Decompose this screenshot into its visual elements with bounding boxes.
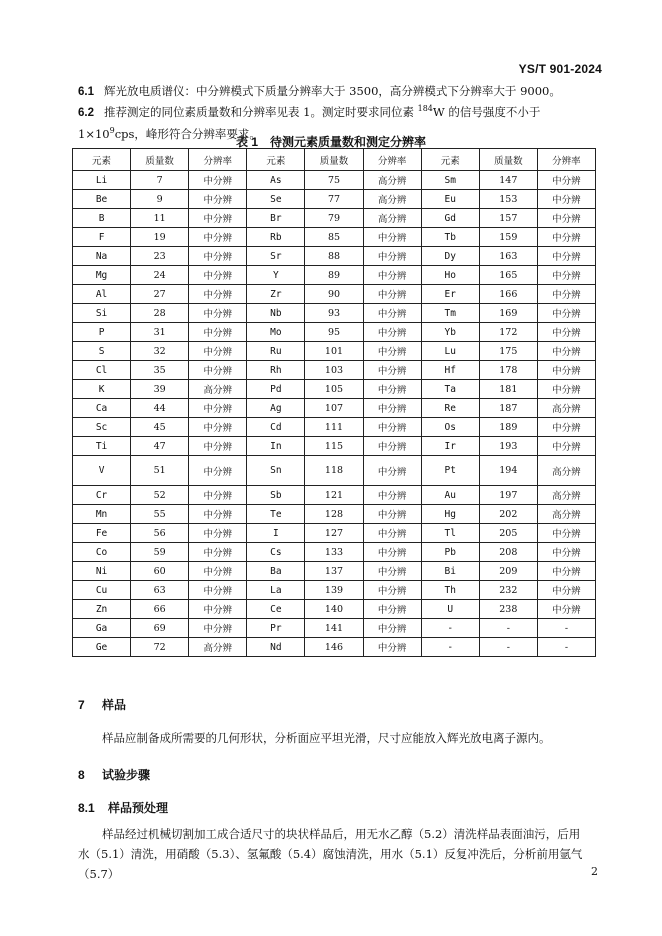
mass-cell: 181 [479, 380, 537, 399]
element-cell: Zr [247, 285, 305, 304]
element-cell: In [247, 437, 305, 456]
mass-cell: 209 [479, 562, 537, 581]
resolution-cell: 中分辨 [189, 456, 247, 486]
mass-cell: 166 [479, 285, 537, 304]
section-number: 7 [78, 698, 85, 712]
table-row [73, 437, 596, 456]
column-header: 分辨率 [363, 149, 421, 171]
mass-cell: 56 [131, 524, 189, 543]
element-cell: Pr [247, 619, 305, 638]
mass-cell: 27 [131, 285, 189, 304]
mass-cell: 232 [479, 581, 537, 600]
element-cell: Ni [73, 562, 131, 581]
element-cell: Sr [247, 247, 305, 266]
resolution-cell: 中分辨 [363, 418, 421, 437]
resolution-cell: 中分辨 [363, 399, 421, 418]
element-cell: Se [247, 190, 305, 209]
element-cell: Ru [247, 342, 305, 361]
element-cell: Hg [421, 505, 479, 524]
table-row [73, 600, 596, 619]
element-cell: Th [421, 581, 479, 600]
resolution-cell: 中分辨 [537, 342, 595, 361]
exponent: 9 [109, 125, 115, 135]
element-cell: Ga [73, 619, 131, 638]
element-cell: Ti [73, 437, 131, 456]
mass-cell: 133 [305, 543, 363, 562]
mass-cell: 79 [305, 209, 363, 228]
table-row [73, 619, 596, 638]
table-row [73, 247, 596, 266]
column-header: 质量数 [479, 149, 537, 171]
resolution-cell: 中分辨 [537, 285, 595, 304]
resolution-cell: 中分辨 [363, 505, 421, 524]
element-cell: - [421, 619, 479, 638]
mass-cell: 105 [305, 380, 363, 399]
resolution-cell: 中分辨 [537, 228, 595, 247]
mass-cell: 205 [479, 524, 537, 543]
mass-cell: 165 [479, 266, 537, 285]
mass-cell: 153 [479, 190, 537, 209]
resolution-cell: 中分辨 [537, 209, 595, 228]
table-body [73, 171, 596, 657]
resolution-cell: 中分辨 [537, 543, 595, 562]
resolution-cell: 高分辨 [537, 486, 595, 505]
mass-cell: 85 [305, 228, 363, 247]
column-header: 质量数 [131, 149, 189, 171]
clause-text: 辉光放电质谱仪：中分辨模式下质量分辨率大于 3500，高分辨模式下分辨率大于 9000。 [104, 84, 561, 98]
mass-cell: 178 [479, 361, 537, 380]
element-cell: Pt [421, 456, 479, 486]
resolution-cell: 中分辨 [537, 437, 595, 456]
element-cell: Cd [247, 418, 305, 437]
mass-cell: 159 [479, 228, 537, 247]
resolution-cell: 中分辨 [189, 619, 247, 638]
element-cell: Nb [247, 304, 305, 323]
column-header: 分辨率 [189, 149, 247, 171]
mass-cell: 39 [131, 380, 189, 399]
clause-text: cps，峰形符合分辨率要求。 [114, 126, 261, 141]
column-header: 元素 [73, 149, 131, 171]
mass-cell: 172 [479, 323, 537, 342]
mass-cell: 63 [131, 581, 189, 600]
table-row [73, 486, 596, 505]
table-row [73, 304, 596, 323]
element-cell: V [73, 456, 131, 486]
resolution-cell: 中分辨 [189, 190, 247, 209]
resolution-cell: 中分辨 [537, 600, 595, 619]
resolution-cell: 高分辨 [189, 380, 247, 399]
element-cell: Mn [73, 505, 131, 524]
mass-cell: 141 [305, 619, 363, 638]
resolution-cell: 中分辨 [363, 600, 421, 619]
mass-cell: 121 [305, 486, 363, 505]
table-row [73, 266, 596, 285]
resolution-cell: 高分辨 [363, 209, 421, 228]
element-cell: Eu [421, 190, 479, 209]
table-caption: 表 1 待测元素质量数和测定分辨率 [235, 135, 426, 149]
resolution-cell: - [537, 638, 595, 657]
resolution-cell: 中分辨 [363, 228, 421, 247]
mass-cell: 51 [131, 456, 189, 486]
section-title: 样品预处理 [108, 801, 169, 815]
element-cell: Sn [247, 456, 305, 486]
mass-cell: 147 [479, 171, 537, 190]
element-cell: P [73, 323, 131, 342]
element-cell: Bi [421, 562, 479, 581]
element-cell: Sm [421, 171, 479, 190]
clause-text: 推荐测定的同位素质量数和分辨率见表 1。测定时要求同位素 [104, 104, 418, 119]
resolution-cell: 高分辨 [537, 456, 595, 486]
table-row [73, 171, 596, 190]
resolution-cell: 高分辨 [537, 399, 595, 418]
resolution-cell: 中分辨 [189, 399, 247, 418]
resolution-cell: 中分辨 [189, 228, 247, 247]
mass-cell: 107 [305, 399, 363, 418]
mass-cell: 24 [131, 266, 189, 285]
mass-cell: 163 [479, 247, 537, 266]
element-cell: Ge [73, 638, 131, 657]
mass-cell: 197 [479, 486, 537, 505]
mass-cell: 72 [131, 638, 189, 657]
resolution-cell: 中分辨 [537, 171, 595, 190]
element-cell: Sb [247, 486, 305, 505]
resolution-cell: 中分辨 [363, 304, 421, 323]
mass-cell: 19 [131, 228, 189, 247]
clause-number: 6.2 [78, 106, 94, 119]
resolution-cell: 中分辨 [363, 285, 421, 304]
element-cell: As [247, 171, 305, 190]
mass-cell: 93 [305, 304, 363, 323]
mass-cell: 111 [305, 418, 363, 437]
table-row [73, 638, 596, 657]
mass-cell: 55 [131, 505, 189, 524]
element-cell: Mg [73, 266, 131, 285]
element-cell: F [73, 228, 131, 247]
section-title: 试验步骤 [102, 768, 151, 782]
element-cell: Nd [247, 638, 305, 657]
resolution-cell: 高分辨 [363, 190, 421, 209]
mass-cell: 90 [305, 285, 363, 304]
resolution-cell: 中分辨 [363, 619, 421, 638]
resolution-cell: 中分辨 [537, 266, 595, 285]
mass-cell: 95 [305, 323, 363, 342]
element-cell: Hf [421, 361, 479, 380]
element-cell: Ca [73, 399, 131, 418]
section-8-heading [78, 766, 150, 783]
element-cell: Ce [247, 600, 305, 619]
resolution-cell: 中分辨 [189, 524, 247, 543]
mass-cell: 194 [479, 456, 537, 486]
table-row [73, 543, 596, 562]
mass-cell: 66 [131, 600, 189, 619]
element-cell: Li [73, 171, 131, 190]
element-cell: Br [247, 209, 305, 228]
element-cell: Zn [73, 600, 131, 619]
resolution-cell: 高分辨 [537, 505, 595, 524]
element-cell: Ag [247, 399, 305, 418]
resolution-cell: 中分辨 [537, 304, 595, 323]
table-row [73, 342, 596, 361]
column-header: 质量数 [305, 149, 363, 171]
element-cell: Cl [73, 361, 131, 380]
resolution-cell: 中分辨 [189, 266, 247, 285]
mass-cell: 238 [479, 600, 537, 619]
element-cell: Ho [421, 266, 479, 285]
mass-cell: 52 [131, 486, 189, 505]
table-row [73, 505, 596, 524]
element-cell: Tl [421, 524, 479, 543]
clause-number: 6.1 [78, 86, 94, 98]
mass-cell: 75 [305, 171, 363, 190]
element-cell: Tb [421, 228, 479, 247]
element-cell: Ba [247, 562, 305, 581]
mass-cell: 69 [131, 619, 189, 638]
mass-cell: 139 [305, 581, 363, 600]
element-cell: Er [421, 285, 479, 304]
mass-cell: 169 [479, 304, 537, 323]
element-cell: Pb [421, 543, 479, 562]
table-row [73, 524, 596, 543]
element-cell: Ir [421, 437, 479, 456]
column-header: 元素 [247, 149, 305, 171]
element-cell: Au [421, 486, 479, 505]
resolution-cell: 中分辨 [537, 247, 595, 266]
section-8-1-heading [78, 799, 168, 816]
resolution-cell: 中分辨 [363, 543, 421, 562]
resolution-cell: 中分辨 [363, 342, 421, 361]
resolution-cell: 中分辨 [537, 418, 595, 437]
resolution-cell: 高分辨 [189, 638, 247, 657]
resolution-cell: 中分辨 [363, 638, 421, 657]
mass-cell: 45 [131, 418, 189, 437]
mass-cell: 187 [479, 399, 537, 418]
element-cell: I [247, 524, 305, 543]
column-header: 分辨率 [537, 149, 595, 171]
table-row [73, 399, 596, 418]
element-cell: Cr [73, 486, 131, 505]
mass-cell: 9 [131, 190, 189, 209]
section-8-1-text: 样品经过机械切割加工成合适尺寸的块状样品后，用无水乙醇（5.2）清洗样品表面油污，后用水（5.1）清洗，用硝酸（5.3）、氢氟酸（5.4）腐蚀清洗，用水（5.1）反复冲洗后，分析前用氩气（5.7） [78, 827, 583, 881]
isotope-mass: 184 [417, 104, 433, 113]
resolution-cell: 中分辨 [363, 266, 421, 285]
resolution-cell: 中分辨 [537, 562, 595, 581]
section-title: 样品 [102, 698, 127, 712]
resolution-cell: 中分辨 [363, 380, 421, 399]
resolution-cell: 中分辨 [189, 342, 247, 361]
resolution-cell: 中分辨 [189, 418, 247, 437]
resolution-cell: 中分辨 [189, 285, 247, 304]
mass-cell: 77 [305, 190, 363, 209]
table-row [73, 456, 596, 486]
resolution-cell: 中分辨 [363, 247, 421, 266]
resolution-cell: 中分辨 [537, 190, 595, 209]
mass-cell: 175 [479, 342, 537, 361]
table-row [73, 285, 596, 304]
resolution-cell: 中分辨 [189, 209, 247, 228]
element-cell: U [421, 600, 479, 619]
element-cell: Te [247, 505, 305, 524]
table-row [73, 581, 596, 600]
mass-cell: 189 [479, 418, 537, 437]
section-7-heading [78, 696, 126, 713]
element-cell: Cs [247, 543, 305, 562]
table-row [73, 228, 596, 247]
section-number: 8.1 [78, 801, 95, 815]
element-cell: Al [73, 285, 131, 304]
page-number: 2 [591, 865, 598, 878]
element-cell: Si [73, 304, 131, 323]
element-cell: Cu [73, 581, 131, 600]
resolution-cell: 中分辨 [189, 437, 247, 456]
element-cell: Fe [73, 524, 131, 543]
element-cell: Rh [247, 361, 305, 380]
resolution-cell: 中分辨 [363, 323, 421, 342]
resolution-cell: - [537, 619, 595, 638]
resolution-cell: 中分辨 [363, 437, 421, 456]
clause-text: W 的信号强度不小于 1×10 [78, 104, 541, 141]
resolution-cell: 中分辨 [189, 361, 247, 380]
element-cell: Rb [247, 228, 305, 247]
element-cell: Sc [73, 418, 131, 437]
standard-code: YS/T 901-2024 [518, 62, 602, 76]
resolution-cell: 中分辨 [363, 486, 421, 505]
resolution-cell: 中分辨 [363, 562, 421, 581]
mass-cell: 140 [305, 600, 363, 619]
element-cell: Dy [421, 247, 479, 266]
element-cell: Tm [421, 304, 479, 323]
mass-cell: 115 [305, 437, 363, 456]
element-cell: B [73, 209, 131, 228]
resolution-cell: 中分辨 [189, 600, 247, 619]
mass-cell: 88 [305, 247, 363, 266]
element-cell: Ta [421, 380, 479, 399]
element-cell: Lu [421, 342, 479, 361]
mass-cell: 28 [131, 304, 189, 323]
mass-cell: 47 [131, 437, 189, 456]
table-row [73, 380, 596, 399]
resolution-cell: 中分辨 [189, 247, 247, 266]
element-cell: Gd [421, 209, 479, 228]
section-number: 8 [78, 768, 85, 782]
resolution-cell: 中分辨 [363, 524, 421, 543]
table-header-row [73, 149, 596, 171]
element-cell: La [247, 581, 305, 600]
section-7-text: 样品应制备成所需要的几何形状，分析面应平坦光滑，尺寸应能放入辉光放电离子源内。 [102, 731, 551, 745]
mass-cell: 11 [131, 209, 189, 228]
resolution-cell: 中分辨 [189, 486, 247, 505]
element-cell: Os [421, 418, 479, 437]
mass-cell: 208 [479, 543, 537, 562]
mass-cell: 101 [305, 342, 363, 361]
mass-cell: 202 [479, 505, 537, 524]
element-cell: S [73, 342, 131, 361]
mass-cell: 157 [479, 209, 537, 228]
resolution-cell: 中分辨 [189, 581, 247, 600]
resolution-table [72, 148, 596, 657]
mass-cell: 7 [131, 171, 189, 190]
resolution-cell: 中分辨 [537, 323, 595, 342]
clause-6-1 [78, 83, 588, 101]
table-row [73, 562, 596, 581]
mass-cell: 44 [131, 399, 189, 418]
mass-cell: 60 [131, 562, 189, 581]
mass-cell: 31 [131, 323, 189, 342]
mass-cell: 146 [305, 638, 363, 657]
resolution-cell: 中分辨 [363, 581, 421, 600]
mass-cell: 59 [131, 543, 189, 562]
resolution-cell: 中分辨 [363, 456, 421, 486]
mass-cell: - [479, 619, 537, 638]
mass-cell: 137 [305, 562, 363, 581]
mass-cell: 128 [305, 505, 363, 524]
element-cell: Yb [421, 323, 479, 342]
mass-cell: 35 [131, 361, 189, 380]
table-row [73, 209, 596, 228]
resolution-cell: 中分辨 [537, 524, 595, 543]
mass-cell: 127 [305, 524, 363, 543]
mass-cell: 23 [131, 247, 189, 266]
resolution-cell: 中分辨 [189, 543, 247, 562]
mass-cell: - [479, 638, 537, 657]
resolution-cell: 高分辨 [363, 171, 421, 190]
element-cell: Re [421, 399, 479, 418]
element-cell: Co [73, 543, 131, 562]
mass-cell: 118 [305, 456, 363, 486]
element-cell: Be [73, 190, 131, 209]
resolution-cell: 中分辨 [189, 171, 247, 190]
table-row [73, 323, 596, 342]
mass-cell: 32 [131, 342, 189, 361]
element-cell: K [73, 380, 131, 399]
mass-cell: 193 [479, 437, 537, 456]
table-row [73, 190, 596, 209]
table-row [73, 361, 596, 380]
element-cell: Na [73, 247, 131, 266]
element-cell: - [421, 638, 479, 657]
mass-cell: 89 [305, 266, 363, 285]
mass-cell: 103 [305, 361, 363, 380]
resolution-cell: 中分辨 [189, 562, 247, 581]
resolution-cell: 中分辨 [537, 380, 595, 399]
resolution-cell: 中分辨 [537, 581, 595, 600]
column-header: 元素 [421, 149, 479, 171]
element-cell: Pd [247, 380, 305, 399]
resolution-cell: 中分辨 [189, 304, 247, 323]
element-cell: Mo [247, 323, 305, 342]
resolution-cell: 中分辨 [363, 361, 421, 380]
resolution-cell: 中分辨 [189, 323, 247, 342]
table-row [73, 418, 596, 437]
resolution-cell: 中分辨 [537, 361, 595, 380]
element-cell: Y [247, 266, 305, 285]
resolution-cell: 中分辨 [189, 505, 247, 524]
